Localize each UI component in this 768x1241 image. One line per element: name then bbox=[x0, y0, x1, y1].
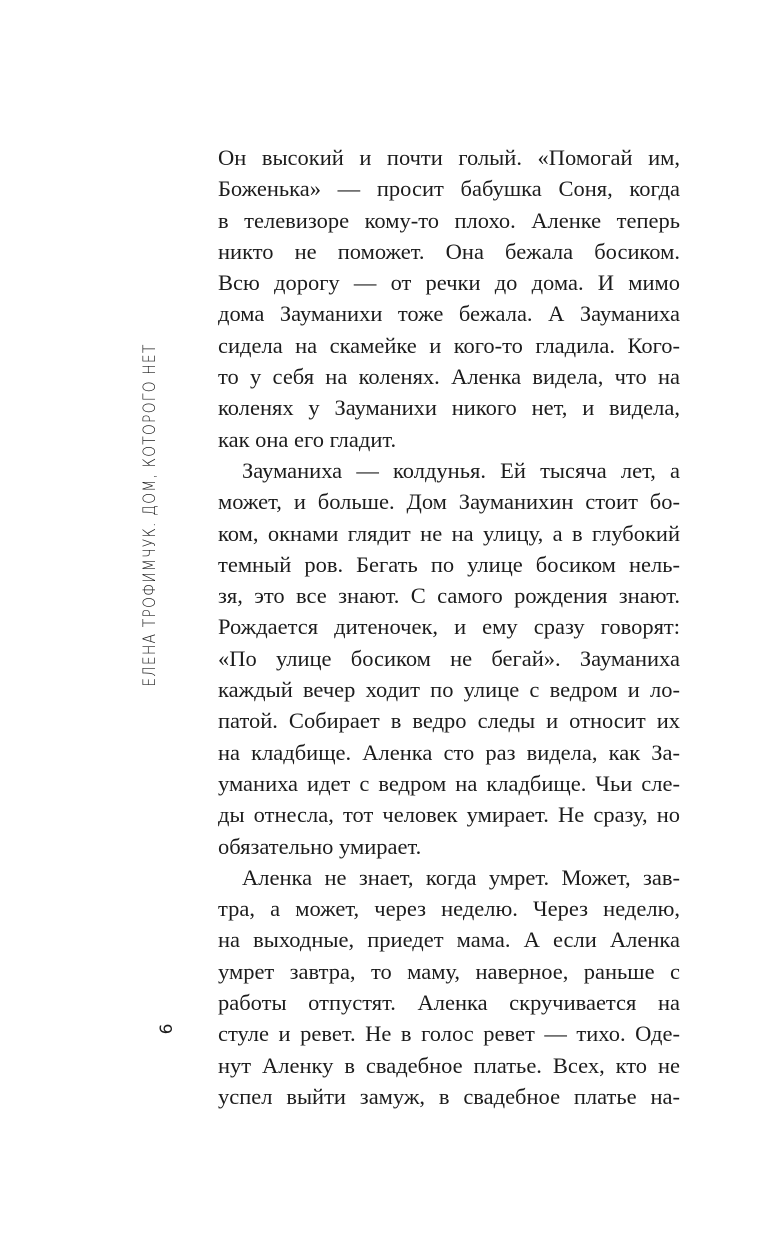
paragraph-end-line: как она его гладит. bbox=[218, 426, 397, 452]
text-line: ком, окнами глядит не на улицу, а в глубокий bbox=[218, 520, 680, 546]
text-line: сидела на скамейке и кого-то гладила. Кого- bbox=[218, 332, 680, 358]
text-line: уманиха идет с ведром на кладбище. Чьи сле- bbox=[218, 770, 680, 796]
text-line: Всю дорогу — от речки до дома. И мимо bbox=[218, 270, 680, 296]
text-line: успел выйти замуж, в свадебное платье на- bbox=[218, 1083, 680, 1109]
paragraph-start-line: Аленка не знает, когда умрет. Может, зав- bbox=[242, 864, 680, 890]
paragraph-start-line: Зауманиха — колдунья. Ей тысяча лет, а bbox=[242, 457, 680, 483]
text-line: на кладбище. Аленка сто раз видела, как За- bbox=[218, 739, 680, 765]
text-line: Рождается дитеночек, и ему сразу говорят: bbox=[218, 614, 680, 640]
text-line: Он высокий и почти голый. «Помогай им, bbox=[218, 145, 680, 170]
text-line: патой. Собирает в ведро следы и относит их bbox=[218, 708, 680, 734]
text-line: тра, а может, через неделю. Через неделю, bbox=[218, 896, 680, 922]
text-line: то у себя на коленях. Аленка видела, что на bbox=[218, 364, 680, 390]
text-line: «По улице босиком не бегай». Зауманиха bbox=[218, 645, 680, 671]
paragraph-end-line: обязательно умирает. bbox=[218, 833, 422, 859]
text-line: зя, это все знают. С самого рождения знают. bbox=[218, 583, 680, 609]
text-line: может, и больше. Дом Зауманихин стоит бо- bbox=[218, 489, 680, 515]
text-line: умрет завтра, то маму, наверное, раньше с bbox=[218, 958, 680, 984]
text-line: коленях у Зауманихи никого нет, и видела, bbox=[218, 395, 680, 421]
text-line: каждый вечер ходит по улице с ведром и ло- bbox=[218, 677, 680, 703]
text-line: в телевизоре кому-то плохо. Аленке теперь bbox=[218, 207, 680, 233]
text-line: работы отпустят. Аленка скручивается на bbox=[218, 990, 680, 1016]
body-text bbox=[218, 142, 680, 1112]
text-line: на выходные, приедет мама. А если Аленка bbox=[218, 927, 680, 953]
text-line: нут Аленку в свадебное платье. Всех, кто не bbox=[218, 1052, 680, 1078]
text-line: Боженька» — просит бабушка Соня, когда bbox=[218, 176, 680, 202]
page-number bbox=[150, 1017, 184, 1041]
text-line: ды отнесла, тот человек умирает. Не сразу, но bbox=[218, 802, 680, 828]
text-line: темный ров. Бегать по улице босиком нель- bbox=[218, 551, 680, 577]
text-line: дома Зауманихи тоже бежала. А Зауманиха bbox=[218, 301, 680, 327]
text-line: никто не поможет. Она бежала босиком. bbox=[218, 238, 680, 264]
running-head-title: ЕЛЕНА ТРОФИМЧУК. ДОМ, КОТОРОГО НЕТ bbox=[140, 343, 160, 687]
running-head-rotor bbox=[133, 343, 167, 743]
page-number-text: 6 bbox=[157, 1023, 177, 1035]
text-line: стуле и ревет. Не в голос ревет — тихо. Оде- bbox=[218, 1021, 680, 1047]
